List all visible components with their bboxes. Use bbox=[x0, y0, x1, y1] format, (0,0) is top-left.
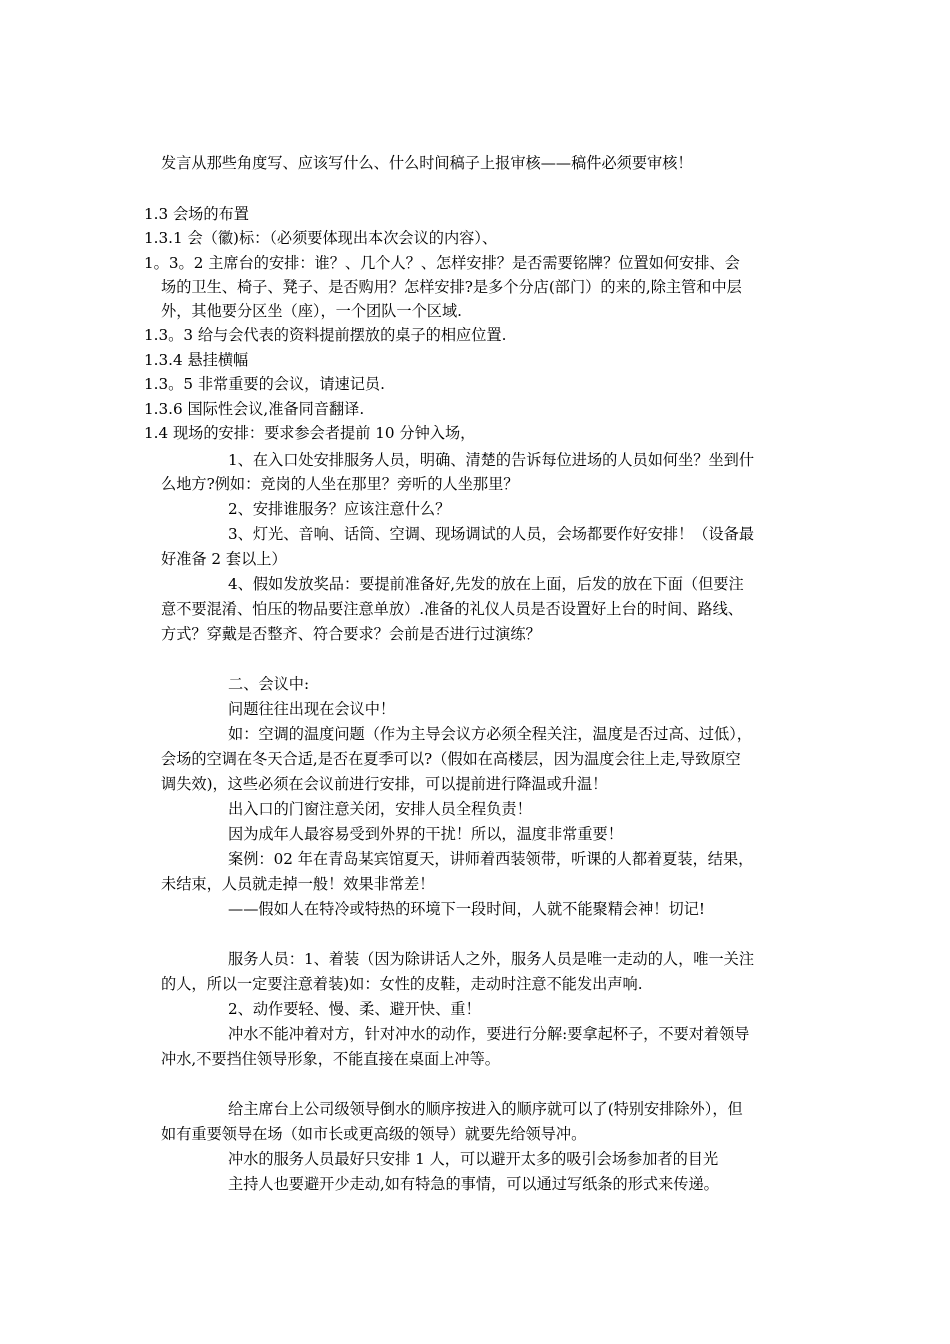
text-line: 1.3.1 会（徽)标：（必须要体现出本次会议的内容）、 bbox=[144, 229, 498, 247]
text-line: 出入口的门窗注意关闭，安排人员全程负责！ bbox=[228, 800, 532, 818]
section-heading: 1.4 现场的安排：要求参会者提前 10 分钟入场， bbox=[144, 424, 476, 442]
text-line: 好准备 2 套以上） bbox=[161, 550, 287, 568]
text-line: 1。3。2 主席台的安排：谁？、几个人？、怎样安排？是否需要铭牌？位置如何安排、会 bbox=[144, 254, 740, 272]
section-heading: 1.3 会场的布置 bbox=[144, 205, 249, 223]
text-line: 会场的空调在冬天合适,是否在夏季可以?（假如在高楼层，因为温度会往上走,导致原空 bbox=[161, 750, 741, 768]
text-line: 1、在入口处安排服务人员，明确、清楚的告诉每位进场的人员如何坐？坐到什 bbox=[228, 451, 755, 469]
text-line: 1.3.4 悬挂横幅 bbox=[144, 351, 249, 369]
text-line: 1.3。5 非常重要的会议，请速记员. bbox=[144, 375, 385, 393]
text-line: 2、动作要轻、慢、柔、避开快、重！ bbox=[228, 1000, 481, 1018]
text-line: 4、假如发放奖品：要提前准备好,先发的放在上面，后发的放在下面（但要注 bbox=[228, 575, 744, 593]
text-line: 外，其他要分区坐（座），一个团队一个区域. bbox=[161, 302, 462, 320]
text-line: 1.3。3 给与会代表的资料提前摆放的桌子的相应位置. bbox=[144, 326, 507, 344]
text-line: 3、灯光、音响、话筒、空调、现场调试的人员，会场都要作好安排！（设备最 bbox=[228, 525, 755, 543]
text-line: 冲水不能冲着对方，针对冲水的动作，要进行分解:要拿起杯子，不要对着领导 bbox=[228, 1025, 750, 1043]
text-line: 服务人员：1、着装（因为除讲话人之外，服务人员是唯一走动的人，唯一关注 bbox=[228, 950, 755, 968]
text-line: 给主席台上公司级领导倒水的顺序按进入的顺序就可以了(特别安排除外），但 bbox=[228, 1100, 743, 1118]
text-line: 未结束，人员就走掉一般！效果非常差！ bbox=[161, 875, 435, 893]
text-line: 场的卫生、椅子、凳子、是否购用？怎样安排?是多个分店(部门）的来的,除主管和中层 bbox=[161, 278, 742, 296]
text-line: 案例：02 年在青岛某宾馆夏天，讲师着西装领带，听课的人都着夏装，结果， bbox=[228, 850, 754, 868]
text-line: 么地方?例如：竞岗的人坐在那里？旁听的人坐那里？ bbox=[161, 475, 519, 493]
text-line: 冲水的服务人员最好只安排 1 人，可以避开太多的吸引会场参加者的目光 bbox=[228, 1150, 719, 1168]
text-line: 如有重要领导在场（如市长或更高级的领导）就要先给领导冲。 bbox=[161, 1125, 587, 1143]
text-line: 意不要混淆、怕压的物品要注意单放）.准备的礼仪人员是否设置好上台的时间、路线、 bbox=[161, 600, 743, 618]
text-line: 1.3.6 国际性会议,准备同音翻译. bbox=[144, 400, 365, 418]
text-line: 的人，所以一定要注意着装)如：女性的皮鞋，走动时注意不能发出声响. bbox=[161, 975, 643, 993]
text-line: 冲水,不要挡住领导形象，不能直接在桌面上冲等。 bbox=[161, 1050, 500, 1068]
text-line: 2、安排谁服务？应该注意什么？ bbox=[228, 500, 451, 518]
section-heading: 二、会议中: bbox=[228, 675, 310, 693]
text-line: 因为成年人最容易受到外界的干扰！所以，温度非常重要！ bbox=[228, 825, 623, 843]
text-line: 如：空调的温度问题（作为主导会议方必须全程关注，温度是否过高、过低）， bbox=[228, 725, 752, 743]
text-line: 调失效)，这些必须在会议前进行安排，可以提前进行降温或升温！ bbox=[161, 775, 608, 793]
text-line: 主持人也要避开少走动,如有特急的事情，可以通过写纸条的形式来传递。 bbox=[228, 1175, 719, 1193]
text-line: 问题往往出现在会议中！ bbox=[228, 700, 396, 718]
text-line: 方式？穿戴是否整齐、符合要求？会前是否进行过演练？ bbox=[161, 625, 541, 643]
text-line: ——假如人在特冷或特热的环境下一段时间，人就不能聚精会神！切记! bbox=[228, 900, 705, 918]
text-line: 发言从那些角度写、应该写什么、什么时间稿子上报审核——稿件必须要审核！ bbox=[161, 154, 693, 172]
